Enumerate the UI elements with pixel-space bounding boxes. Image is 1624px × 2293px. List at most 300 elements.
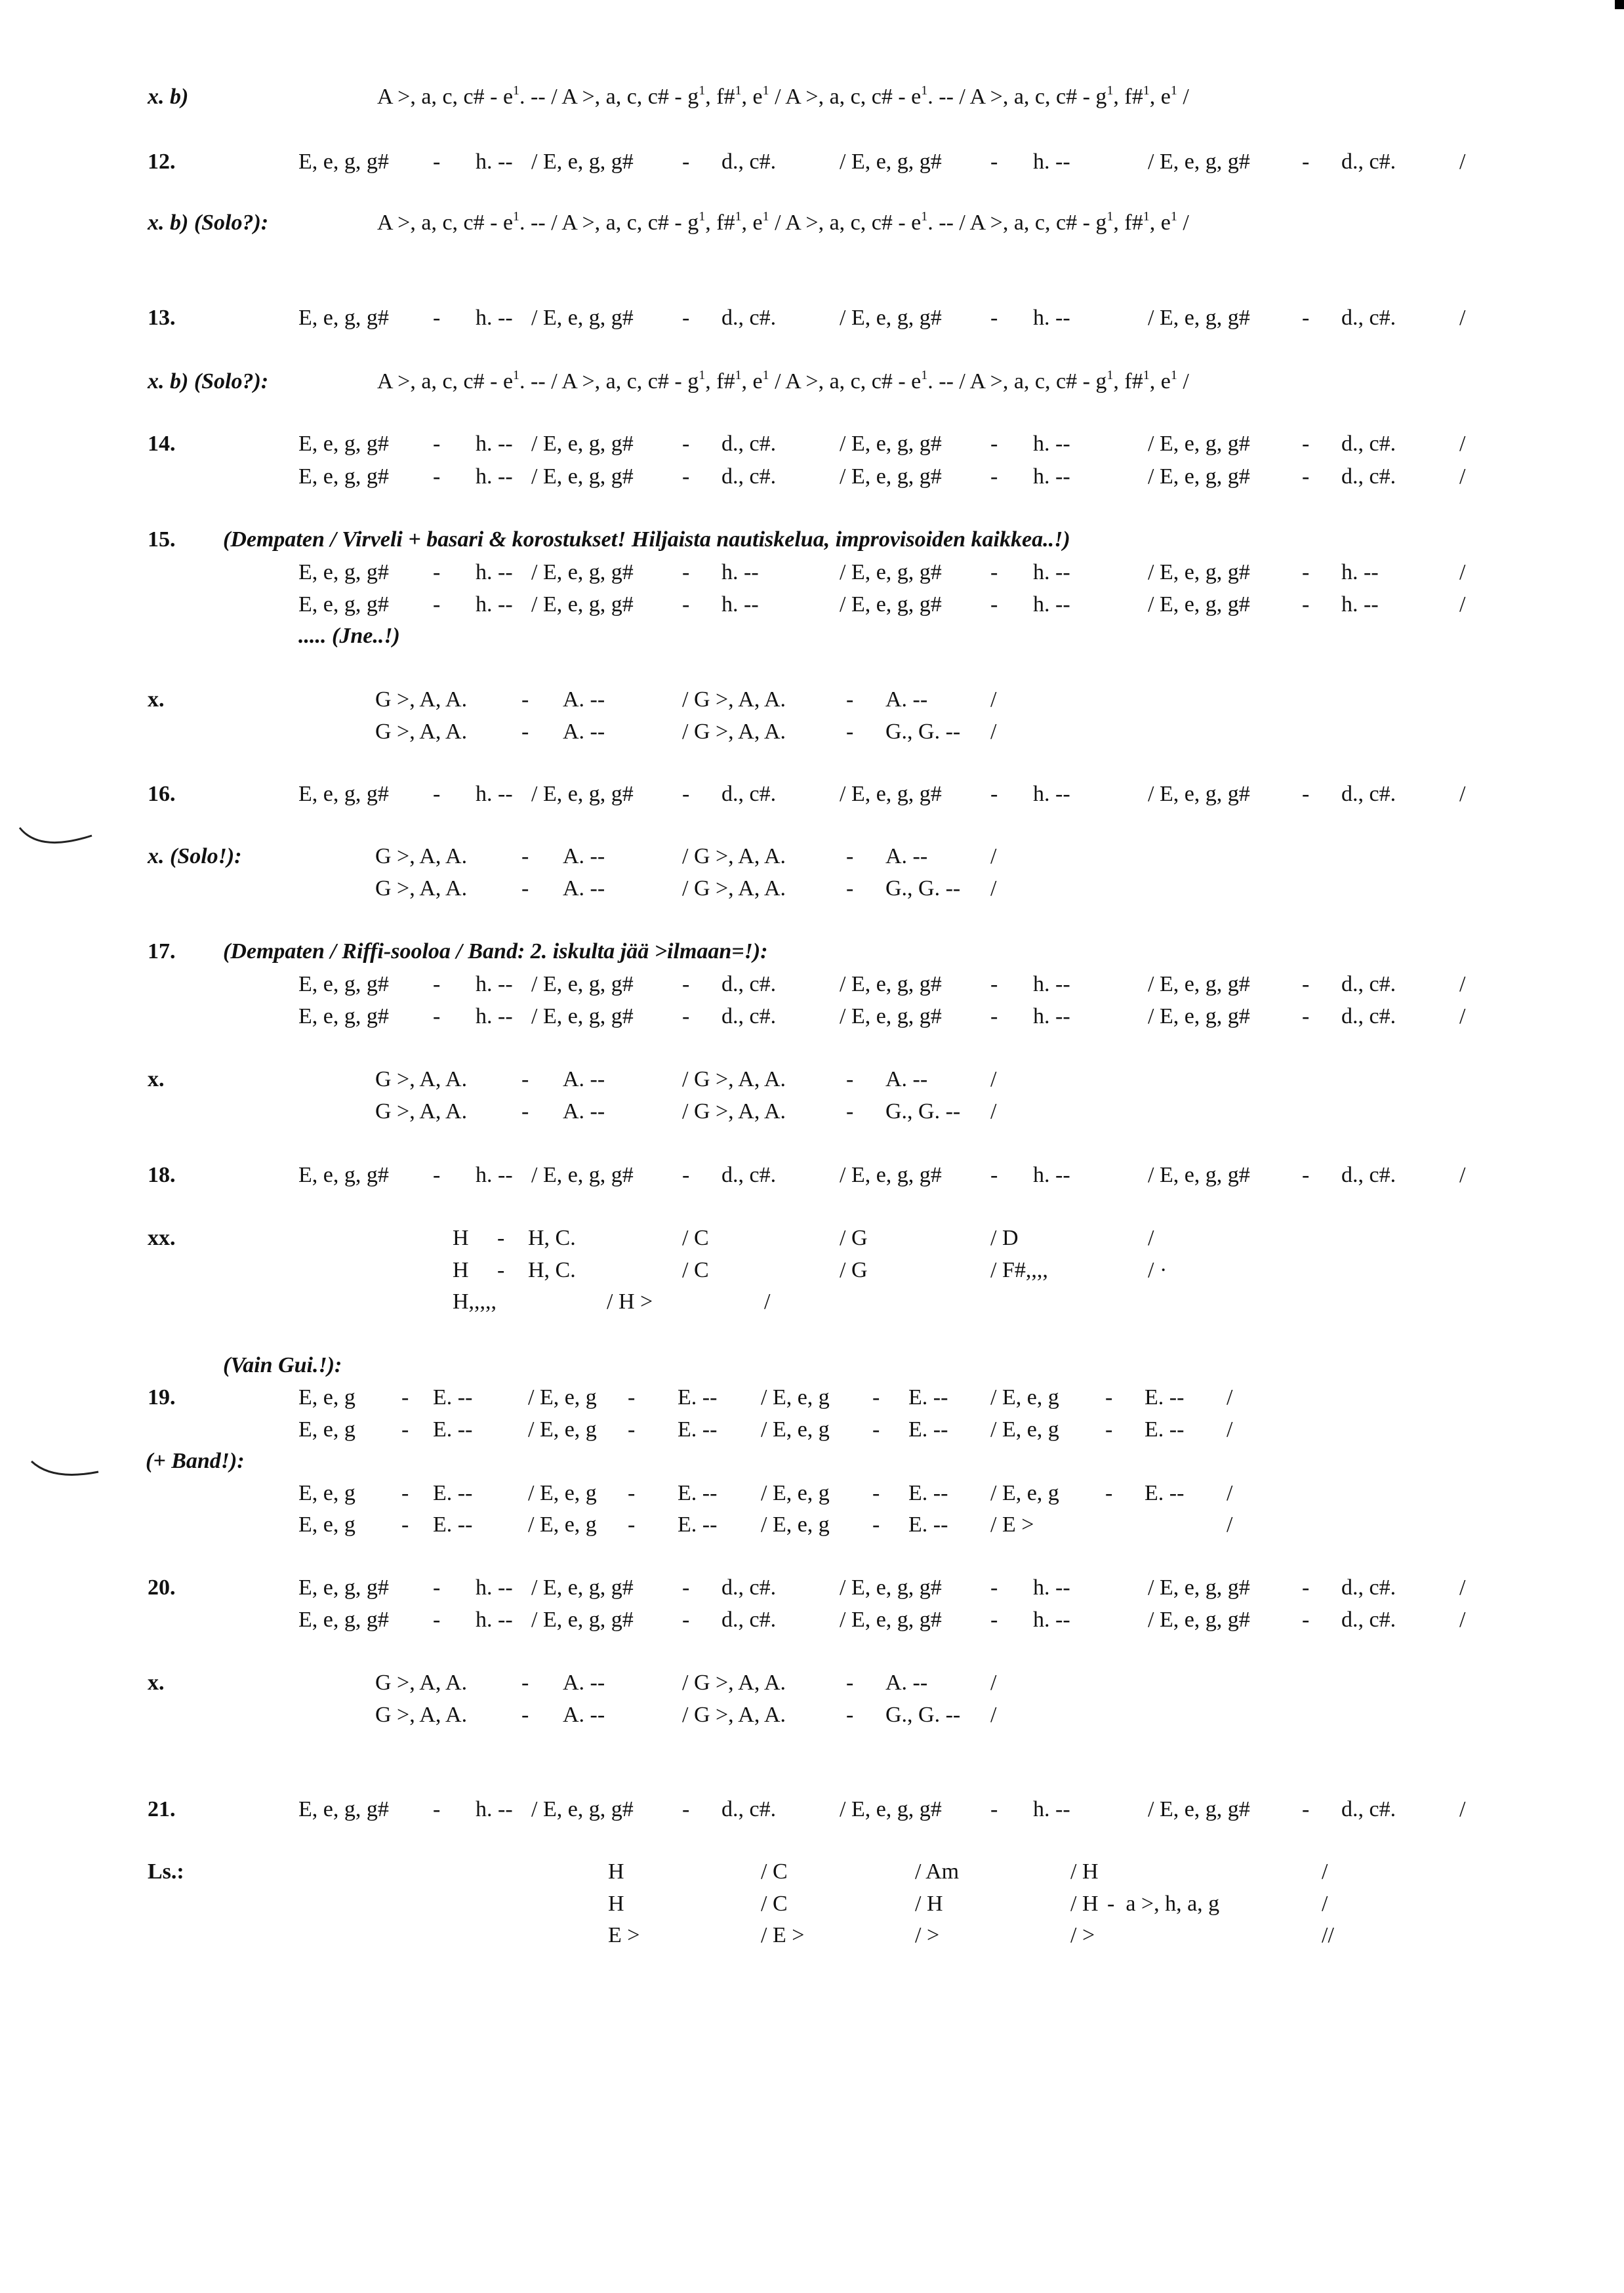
chord-cell: - <box>682 782 690 806</box>
chord-cell: / <box>1459 1608 1466 1632</box>
chord-cell: E. -- <box>1145 1417 1185 1442</box>
chord-cell: G >, A, A. <box>375 844 468 868</box>
score-line <box>0 146 1624 178</box>
chord-cell: / <box>990 1067 997 1091</box>
chord-cell: h. -- <box>476 150 513 174</box>
chord-cell: E, e, g, g# <box>298 1004 389 1028</box>
chord-cell: - <box>1302 1163 1310 1187</box>
score-line <box>0 1477 1624 1510</box>
chord-cell: / E, e, g, g# <box>531 1163 634 1187</box>
chord-cell: / E, e, g, g# <box>1148 1797 1250 1821</box>
chord-cell: / E, e, g, g# <box>531 432 634 456</box>
chord-cell: / E, e, g <box>528 1417 597 1442</box>
chord-cell: / E, e, g, g# <box>531 1004 634 1028</box>
chord-cell: h. -- <box>1033 592 1070 617</box>
chord-cell: - <box>682 1608 690 1632</box>
chord-cell: d., c#. <box>721 1608 777 1632</box>
score-line <box>0 1445 1624 1478</box>
chord-cell: / C <box>682 1226 709 1250</box>
chord-cell: / E, e, g, g# <box>531 150 634 174</box>
chord-cell: / <box>990 844 997 868</box>
chord-cell: G >, A, A. <box>375 1067 468 1091</box>
chord-cell: / <box>990 1671 997 1695</box>
chord-cell: A. -- <box>563 876 605 901</box>
chord-cell: G >, A, A. <box>375 876 468 901</box>
chord-cell: - <box>433 782 441 806</box>
chord-cell: E, e, g, g# <box>298 464 389 489</box>
chord-cell: h. -- <box>1033 782 1070 806</box>
chord-cell: E. -- <box>1145 1481 1185 1505</box>
chord-cell: E, e, g, g# <box>298 1163 389 1187</box>
chord-sequence: A >, a, c, c# - $e^1$. -- / A >, a, c, c# - $g^1$, f#$^1$, $e^1$ / A >, a, c, c# - $e^1$. -- / A >, a, c, c# - $g^1$, f#$^1$, $e^1$ / <box>377 83 1189 109</box>
section-label: 18. <box>148 1163 176 1187</box>
chord-cell: d., c#. <box>1341 972 1396 996</box>
chord-cell: E, e, g, g# <box>298 1797 389 1821</box>
chord-cell: / E, e, g <box>761 1481 830 1505</box>
chord-cell: h. -- <box>476 306 513 330</box>
chord-cell: h. -- <box>721 592 759 617</box>
chord-cell: - <box>990 306 998 330</box>
chord-cell: - <box>433 972 441 996</box>
chord-cell: - <box>682 1575 690 1600</box>
chord-cell: - <box>682 560 690 584</box>
chord-cell: - <box>433 432 441 456</box>
chord-cell: / E, e, g, g# <box>531 972 634 996</box>
chord-cell: / <box>1459 592 1466 617</box>
chord-cell: d., c#. <box>1341 1575 1396 1600</box>
chord-cell: / E, e, g, g# <box>1148 1575 1250 1600</box>
chord-cell: G >, A, A. <box>375 1703 468 1727</box>
chord-cell: - <box>990 464 998 489</box>
chord-cell: G >, A, A. <box>375 687 468 712</box>
chord-cell: h. -- <box>476 464 513 489</box>
chord-cell: - <box>628 1385 636 1410</box>
chord-sequence: A >, a, c, c# - $e^1$. -- / A >, a, c, c# - $g^1$, f#$^1$, $e^1$ / A >, a, c, c# - $e^1$. -- / A >, a, c, c# - $g^1$, f#$^1$, $e^1$ / <box>377 368 1189 394</box>
score-line <box>0 523 1624 556</box>
chord-cell: - <box>433 560 441 584</box>
chord-cell: E, e, g, g# <box>298 972 389 996</box>
score-line <box>0 1604 1624 1636</box>
score-line <box>0 778 1624 811</box>
chord-cell: / <box>1227 1512 1233 1537</box>
score-line <box>0 1793 1624 1826</box>
chord-cell: E, e, g, g# <box>298 1575 389 1600</box>
chord-cell: / E, e, g, g# <box>840 1004 942 1028</box>
chord-cell: / E, e, g, g# <box>531 782 634 806</box>
chord-cell: E. -- <box>433 1512 473 1537</box>
chord-cell: h. -- <box>1033 306 1070 330</box>
chord-cell: G., G. -- <box>885 720 961 744</box>
score-line <box>0 1667 1624 1699</box>
chord-cell: h. -- <box>476 560 513 584</box>
section-label: x. b) (Solo?): <box>148 369 269 394</box>
chord-cell: d., c#. <box>1341 1797 1396 1821</box>
chord-cell: / <box>1459 1575 1466 1600</box>
chord-cell: / E, e, g, g# <box>840 782 942 806</box>
chord-cell: d., c#. <box>1341 306 1396 330</box>
chord-cell: / E, e, g, g# <box>1148 150 1250 174</box>
chord-cell: / E, e, g, g# <box>840 432 942 456</box>
chord-cell: - <box>872 1512 880 1537</box>
section-label: 21. <box>148 1797 176 1821</box>
chord-cell: H <box>608 1859 624 1884</box>
chord-cell: / E, e, g, g# <box>840 592 942 617</box>
chord-cell: - <box>846 1703 854 1727</box>
section-label: 16. <box>148 782 176 806</box>
chord-cell: - <box>1302 1608 1310 1632</box>
chord-cell: / <box>1459 782 1466 806</box>
chord-cell: / E, e, g, g# <box>531 560 634 584</box>
chord-cell: / E, e, g, g# <box>840 1797 942 1821</box>
chord-cell: d., c#. <box>721 306 777 330</box>
chord-cell: d., c#. <box>1341 432 1396 456</box>
score-line <box>0 460 1624 493</box>
chord-cell: h. -- <box>1033 560 1070 584</box>
chord-cell: - <box>1302 972 1310 996</box>
chord-cell: h. -- <box>1033 1797 1070 1821</box>
section-label: x. <box>148 1067 165 1091</box>
chord-cell: E. -- <box>678 1417 718 1442</box>
score-line <box>0 872 1624 905</box>
chord-cell: / G >, A, A. <box>682 1099 786 1124</box>
chord-cell: - <box>628 1481 636 1505</box>
chord-cell: - a >, h, a, g <box>1107 1892 1220 1916</box>
chord-cell: / F#,,,, <box>990 1258 1048 1282</box>
chord-cell: - <box>497 1258 505 1282</box>
chord-cell: E. -- <box>433 1385 473 1410</box>
chord-cell: - <box>521 720 529 744</box>
chord-cell: / E, e, g, g# <box>840 972 942 996</box>
chord-cell: G >, A, A. <box>375 720 468 744</box>
chord-cell: E. -- <box>678 1385 718 1410</box>
chord-cell: - <box>682 972 690 996</box>
chord-cell: / E, e, g, g# <box>840 560 942 584</box>
chord-cell: - <box>1105 1481 1113 1505</box>
score-line <box>0 1000 1624 1033</box>
chord-cell: / <box>1227 1481 1233 1505</box>
chord-cell: h. -- <box>1033 1608 1070 1632</box>
chord-cell: / <box>1227 1417 1233 1442</box>
chord-cell: / <box>990 720 997 744</box>
chord-cell: - <box>990 592 998 617</box>
chord-cell: h. -- <box>476 1797 513 1821</box>
chord-cell: / <box>1322 1859 1328 1884</box>
chord-cell: d., c#. <box>721 1163 777 1187</box>
score-line <box>0 302 1624 335</box>
chord-cell: / <box>990 687 997 712</box>
chord-cell: - <box>1302 1797 1310 1821</box>
chord-cell: - <box>433 306 441 330</box>
chord-cell: h. -- <box>476 1608 513 1632</box>
chord-cell: / <box>990 1703 997 1727</box>
score-line <box>0 588 1624 621</box>
chord-cell: / E, e, g, g# <box>531 1608 634 1632</box>
chord-cell: h. -- <box>721 560 759 584</box>
score-line <box>0 1254 1624 1287</box>
chord-sequence: ..... (Jne..!) <box>298 624 400 648</box>
chord-cell: - <box>521 1703 529 1727</box>
chord-cell: - <box>521 1099 529 1124</box>
chord-cell: / E, e, g, g# <box>840 1608 942 1632</box>
score-line <box>0 1349 1624 1382</box>
chord-cell: A. -- <box>563 687 605 712</box>
chord-cell: - <box>1302 782 1310 806</box>
performance-note: (Vain Gui.!): <box>223 1353 342 1377</box>
chord-cell: - <box>1302 1575 1310 1600</box>
chord-cell: / <box>1459 1163 1466 1187</box>
score-line <box>0 365 1624 398</box>
chord-cell: / E, e, g <box>761 1512 830 1537</box>
chord-cell: - <box>846 876 854 901</box>
section-label: Ls.: <box>148 1859 184 1884</box>
chord-cell: h. -- <box>1033 1163 1070 1187</box>
chord-cell: - <box>521 687 529 712</box>
chord-cell: / <box>1459 464 1466 489</box>
chord-cell: A. -- <box>563 1099 605 1124</box>
score-line <box>0 81 1624 113</box>
chord-cell: d., c#. <box>1341 1608 1396 1632</box>
chord-cell: / E, e, g, g# <box>840 1163 942 1187</box>
chord-cell: d., c#. <box>721 464 777 489</box>
chord-cell: / E, e, g, g# <box>531 1797 634 1821</box>
chord-cell: H,,,,, <box>453 1289 497 1314</box>
chord-cell: E, e, g, g# <box>298 1608 389 1632</box>
chord-cell: - <box>401 1512 409 1537</box>
chord-cell: E. -- <box>678 1481 718 1505</box>
chord-cell: d., c#. <box>721 1575 777 1600</box>
chord-cell: E. -- <box>433 1481 473 1505</box>
chord-cell: - <box>433 592 441 617</box>
score-line <box>0 1572 1624 1604</box>
chord-cell: A. -- <box>563 720 605 744</box>
chord-cell: - <box>846 1671 854 1695</box>
chord-cell: / G >, A, A. <box>682 876 786 901</box>
chord-cell: E, e, g <box>298 1417 355 1442</box>
chord-cell: - <box>682 306 690 330</box>
chord-cell: / D <box>990 1226 1019 1250</box>
chord-cell: / G <box>840 1258 868 1282</box>
chord-cell: - <box>628 1512 636 1537</box>
chord-cell: h. -- <box>1033 464 1070 489</box>
chord-cell: - <box>682 1163 690 1187</box>
chord-cell: d., c#. <box>1341 1163 1396 1187</box>
chord-cell: E, e, g, g# <box>298 432 389 456</box>
chord-cell: h. -- <box>476 592 513 617</box>
section-label: x. <box>148 687 165 712</box>
chord-cell: d., c#. <box>1341 464 1396 489</box>
chord-cell: h. -- <box>476 972 513 996</box>
chord-cell: - <box>990 1575 998 1600</box>
chord-cell: / E, e, g, g# <box>531 1575 634 1600</box>
chord-cell: h. -- <box>1033 972 1070 996</box>
section-label: 14. <box>148 432 176 456</box>
chord-cell: - <box>433 1004 441 1028</box>
chord-cell: / E, e, g, g# <box>1148 306 1250 330</box>
chord-cell: / <box>1459 560 1466 584</box>
chord-cell: / <box>1227 1385 1233 1410</box>
chord-cell: / H <box>1070 1892 1099 1916</box>
chord-cell: d., c#. <box>1341 782 1396 806</box>
chord-cell: / G <box>840 1226 868 1250</box>
chord-cell: / <box>1459 1004 1466 1028</box>
chord-cell: - <box>682 592 690 617</box>
chord-cell: - <box>521 1671 529 1695</box>
chord-cell: d., c#. <box>1341 1004 1396 1028</box>
chord-cell: - <box>1302 592 1310 617</box>
chord-cell: H <box>453 1258 469 1282</box>
chord-cell: d., c#. <box>721 1797 777 1821</box>
chord-cell: - <box>433 1608 441 1632</box>
chord-cell: h. -- <box>1341 560 1379 584</box>
section-label: x. b) (Solo?): <box>148 211 269 235</box>
chord-cell: h. -- <box>1033 432 1070 456</box>
chord-cell: / E, e, g <box>761 1385 830 1410</box>
chord-cell: / · <box>1148 1258 1167 1282</box>
chord-cell: - <box>433 1163 441 1187</box>
chord-cell: d., c#. <box>721 432 777 456</box>
chord-cell: E > <box>608 1923 640 1947</box>
chord-cell: / G >, A, A. <box>682 1703 786 1727</box>
chord-cell: A. -- <box>885 1067 928 1091</box>
chord-sequence: A >, a, c, c# - $e^1$. -- / A >, a, c, c# - $g^1$, f#$^1$, $e^1$ / A >, a, c, c# - $e^1$. -- / A >, a, c, c# - $g^1$, f#$^1$, $e^1$ / <box>377 209 1189 235</box>
chord-cell: - <box>682 432 690 456</box>
chord-cell: A. -- <box>563 1067 605 1091</box>
chord-cell: - <box>433 1797 441 1821</box>
score-line <box>0 840 1624 873</box>
chord-cell: G >, A, A. <box>375 1099 468 1124</box>
chord-cell: / E, e, g, g# <box>1148 1608 1250 1632</box>
chord-cell: d., c#. <box>721 972 777 996</box>
chord-cell: / E, e, g <box>990 1385 1059 1410</box>
chord-cell: / E, e, g, g# <box>1148 592 1250 617</box>
chord-cell: / H <box>1070 1859 1099 1884</box>
score-line <box>0 1222 1624 1255</box>
chord-cell: / E, e, g, g# <box>531 464 634 489</box>
chord-cell: G >, A, A. <box>375 1671 468 1695</box>
chord-cell: - <box>990 1163 998 1187</box>
chord-cell: - <box>521 844 529 868</box>
score-line <box>0 1095 1624 1128</box>
chord-cell: - <box>990 432 998 456</box>
chord-cell: G., G. -- <box>885 1703 961 1727</box>
chord-cell: - <box>1302 560 1310 584</box>
chord-cell: / G >, A, A. <box>682 844 786 868</box>
chord-cell: - <box>990 782 998 806</box>
chord-cell: A. -- <box>563 844 605 868</box>
chord-cell: h. -- <box>1341 592 1379 617</box>
chord-cell: - <box>990 560 998 584</box>
chord-cell: - <box>990 972 998 996</box>
chord-cell: h. -- <box>476 1575 513 1600</box>
performance-note: (Dempaten / Riffi-sooloa / Band: 2. iskulta jää >ilmaan=!): <box>223 939 768 964</box>
chord-cell: - <box>990 150 998 174</box>
chord-cell: - <box>682 150 690 174</box>
chord-cell: E. -- <box>908 1512 948 1537</box>
chord-cell: - <box>521 1067 529 1091</box>
chord-cell: / H <box>915 1892 943 1916</box>
margin-mark <box>26 1456 105 1489</box>
section-label: 19. <box>148 1385 176 1410</box>
section-label: 20. <box>148 1575 176 1600</box>
score-line <box>0 716 1624 748</box>
chord-cell: - <box>846 844 854 868</box>
chord-cell: / E, e, g, g# <box>840 150 942 174</box>
chord-cell: h. -- <box>1033 150 1070 174</box>
chord-cell: - <box>401 1481 409 1505</box>
chord-cell: // <box>1322 1923 1334 1947</box>
chord-cell: H <box>608 1892 624 1916</box>
chord-cell: / E, e, g <box>528 1481 597 1505</box>
score-line <box>0 1888 1624 1920</box>
chord-cell: h. -- <box>476 432 513 456</box>
score-line <box>0 968 1624 1001</box>
chord-cell: - <box>682 1797 690 1821</box>
chord-cell: - <box>433 150 441 174</box>
margin-mark <box>13 820 105 859</box>
section-label: x. (Solo!): <box>148 844 242 868</box>
score-line <box>0 1159 1624 1192</box>
chord-cell: / E > <box>990 1512 1034 1537</box>
section-label: 12. <box>148 150 176 174</box>
chord-cell: - <box>990 1004 998 1028</box>
chord-cell: E, e, g, g# <box>298 592 389 617</box>
chord-cell: E. -- <box>678 1512 718 1537</box>
chord-cell: / H > <box>607 1289 653 1314</box>
chord-cell: - <box>846 720 854 744</box>
chord-cell: / <box>1459 972 1466 996</box>
score-line <box>0 1286 1624 1318</box>
score-line <box>0 1063 1624 1096</box>
score-line <box>0 556 1624 589</box>
chord-cell: / <box>1459 432 1466 456</box>
section-label: (+ Band!): <box>146 1449 245 1473</box>
section-label: x. <box>148 1671 165 1695</box>
chord-cell: - <box>401 1385 409 1410</box>
section-label: 15. <box>148 527 176 552</box>
chord-cell: H, C. <box>528 1226 576 1250</box>
chord-cell: E. -- <box>1145 1385 1185 1410</box>
chord-cell: / <box>764 1289 771 1314</box>
chord-cell: E, e, g <box>298 1512 355 1537</box>
chord-cell: / <box>990 1099 997 1124</box>
chord-cell: / G >, A, A. <box>682 1671 786 1695</box>
chord-cell: - <box>682 1004 690 1028</box>
chord-cell: / E, e, g, g# <box>531 592 634 617</box>
chord-cell: - <box>521 876 529 901</box>
score-line <box>0 1381 1624 1414</box>
chord-cell: - <box>846 687 854 712</box>
chord-cell: / G >, A, A. <box>682 1067 786 1091</box>
chord-cell: / E, e, g <box>990 1417 1059 1442</box>
chord-cell: / C <box>682 1258 709 1282</box>
chord-cell: d., c#. <box>721 782 777 806</box>
score-line <box>0 935 1624 968</box>
chord-cell: / E, e, g <box>528 1385 597 1410</box>
chord-cell: - <box>1105 1385 1113 1410</box>
chord-cell: / E, e, g, g# <box>531 306 634 330</box>
chord-cell: h. -- <box>476 1004 513 1028</box>
chord-cell: - <box>990 1797 998 1821</box>
chord-cell: / E, e, g <box>761 1417 830 1442</box>
chord-cell: - <box>401 1417 409 1442</box>
chord-cell: E, e, g <box>298 1385 355 1410</box>
score-line <box>0 428 1624 460</box>
chord-cell: - <box>1302 432 1310 456</box>
chord-cell: E. -- <box>908 1481 948 1505</box>
chord-cell: h. -- <box>1033 1575 1070 1600</box>
chord-cell: - <box>433 1575 441 1600</box>
chord-cell: / > <box>915 1923 940 1947</box>
